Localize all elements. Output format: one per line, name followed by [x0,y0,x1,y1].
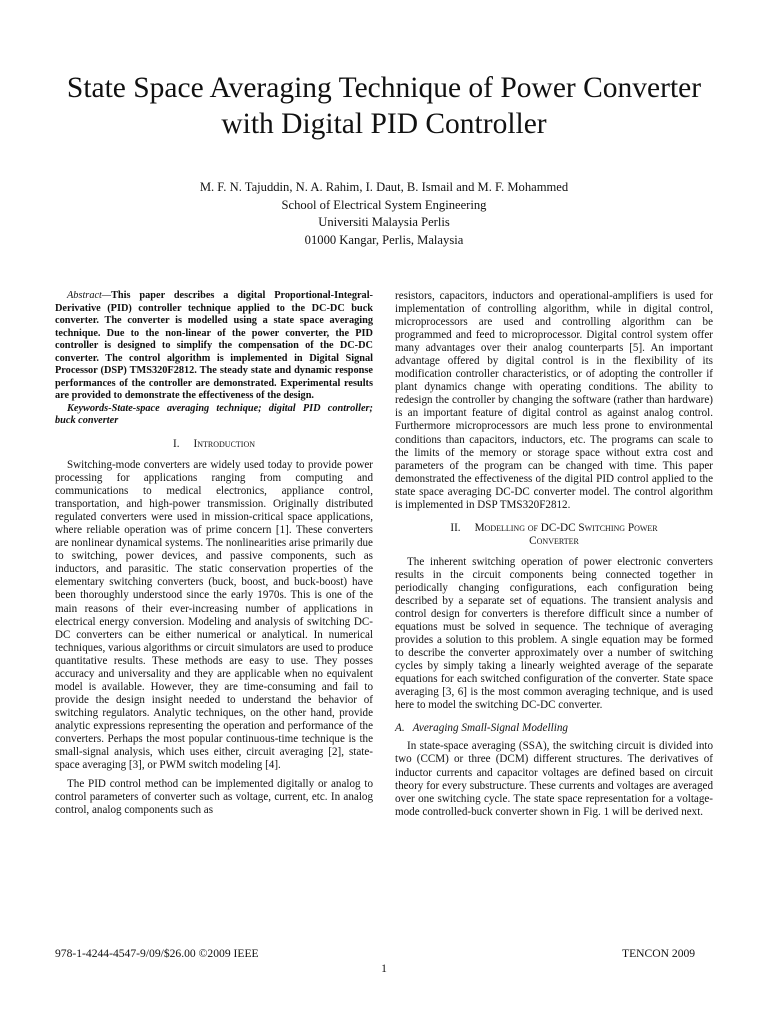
intro-paragraph-1: Switching-mode converters are widely used today to provide power processing for applications ranging from computing and communications to medical electronics, appliance control, transportation, and high-power transmission. Originally distributed regulated converters were used in mission-critical space applications, where reliable operation was of prime concern [1]. These converters are nonlinear dynamical systems. The nonlinearities arise primarily due to switching, power devices, and passive components, such as inductors, and parasitic. The static conservation properties of the elementary switching converters (buck, boost, and buck-boost) have been thoroughly understood since the early 1970s. This is one of the main reasons of their ever-increasing number of applications in electrical energy conversion. Modeling and analysis of switching DC-DC converters can be either numerical or analytical. In numerical techniques, various algorithms or circuit simulators are used to produce quantitative results. These methods are easy to use. They posses accuracy and universality and they are applicable when no equivalent model is available. However, they are time-consuming and fail to provide the design insight needed to understand the behavior of switching regulators. Analytic techniques, on the other hand, provide analytic expressions representing the operation and performance of the converters. Perhaps the most popular continuous-time technique is the small-signal analysis, which uses either, circuit averaging [2], state-space averaging [3], or PWM switch modeling [4]. [55,459,373,772]
abstract-lead: Abstract— [67,290,112,301]
subsection-a-title: Averaging Small-Signal Modelling [412,722,569,735]
page-number: 1 [381,962,387,975]
section-1-number: I. [172,438,180,451]
intro-paragraph-2: The PID control method can be implemented digitally or analog to control parameters of converter such as voltage, current, etc. In analog control, analog components such as [55,778,373,817]
title-line-1: State Space Averaging Technique of Power Converter [66,72,702,104]
section-2-paragraph: The inherent switching operation of power electronic converters results in the circuit components being connected together in periodically changing configurations, each configuration being described by a separate set of equations. The transient analysis and control design for converters is therefore difficult since a number of equations must be solved in sequence. The technique of averaging provides a solution to this problem. A single equation may be formed to describe the converter approximately over a number of switching cycles by simply taking a linearly weighted average of the separate equations for each switched configuration of the converter. State space averaging [3, 6] is the most common averaging technique, and is used here to model the switching DC-DC converter. [395,555,713,712]
abstract [55,290,373,403]
affiliation-address: 01000 Kangar, Perlis, Malaysia [304,232,464,247]
author-names: M. F. N. Tajuddin, N. A. Rahim, I. Daut, B. Ismail and M. F. Mohammed [199,180,569,194]
author-block [40,179,728,249]
section-2-heading [395,522,713,548]
section-2-title-line-1: Modelling of DC-DC Switching Power [474,521,658,534]
section-1-heading [55,438,373,451]
intro-paragraph-2-continued: resistors, capacitors, inductors and operational-amplifiers is used for implementation of controlling algorithm, while in digital control, microprocessors are used and controlling algorithm can be programmed and feed to microprocessor. Digital control system offer many advantages over their analog counterparts [5]. An important advantage offered by digital control is in the flexibility of its modification controller characteristics, or of adopting the controller if plant dynamics change with operating conditions. The ability to redesign the controller by changing the software (rather than hardware) is an important feature of digital control as against analog control. Furthermore microprocessors are much less prone to environmental conditions than capacitors, inductors, etc. The programs can scale to the limits of the memory or storage space without extra cost and parameters of the program can be changed with time. This paper demonstrated the effectiveness of the digital PID control applied to the state space averaging DC-DC converter model. The control algorithm is implemented in DSP TMS320F2812. [395,290,713,511]
abstract-text: This paper describes a digital Proportional-Integral-Derivative (PID) controller technique applied to the DC-DC buck converter. The converter is modelled using a state space averaging technique. Due to the non-linear of the power converter, the PID controller is designed to simplify the compensation of the DC-DC converter. The control algorithm is implemented in Digital Signal Processor (DSP) TMS320F2812. The steady state and dynamic response performances of the controller are demonstrated. Experimental results are provided to demonstrate the effectiveness of the design. [55,290,373,402]
right-column [395,290,713,819]
keywords-lead: Keywords- [67,402,112,414]
section-2-title-line-2: Converter [529,534,579,547]
title-line-2: with Digital PID Controller [221,108,547,140]
keywords [55,403,373,428]
paper-title [40,70,728,142]
section-1-title: Introduction [193,438,256,451]
affiliation-university: Universiti Malaysia Perlis [318,215,450,229]
subsection-a-number: A. [395,722,405,735]
footer-conference: TENCON 2009 [622,947,696,960]
footer-copyright: 978-1-4244-4547-9/09/$26.00 ©2009 IEEE [55,947,259,960]
left-column [55,290,373,817]
subsection-a-heading [395,722,713,735]
section-2-number: II. [450,521,461,534]
subsection-a-paragraph: In state-space averaging (SSA), the switching circuit is divided into two (CCM) or three (DCM) different structures. The derivatives of inductor currents and capacitor voltages are defined based on circuit theory for every substructure. These currents and voltages are averaged over one switching cycle. The state space representation for a voltage-mode controlled-buck converter shown in Fig. 1 will be derived next. [395,740,713,818]
affiliation-school: School of Electrical System Engineering [281,197,487,212]
keywords-text: State-space averaging technique; digital PID controller; buck converter [55,402,373,427]
